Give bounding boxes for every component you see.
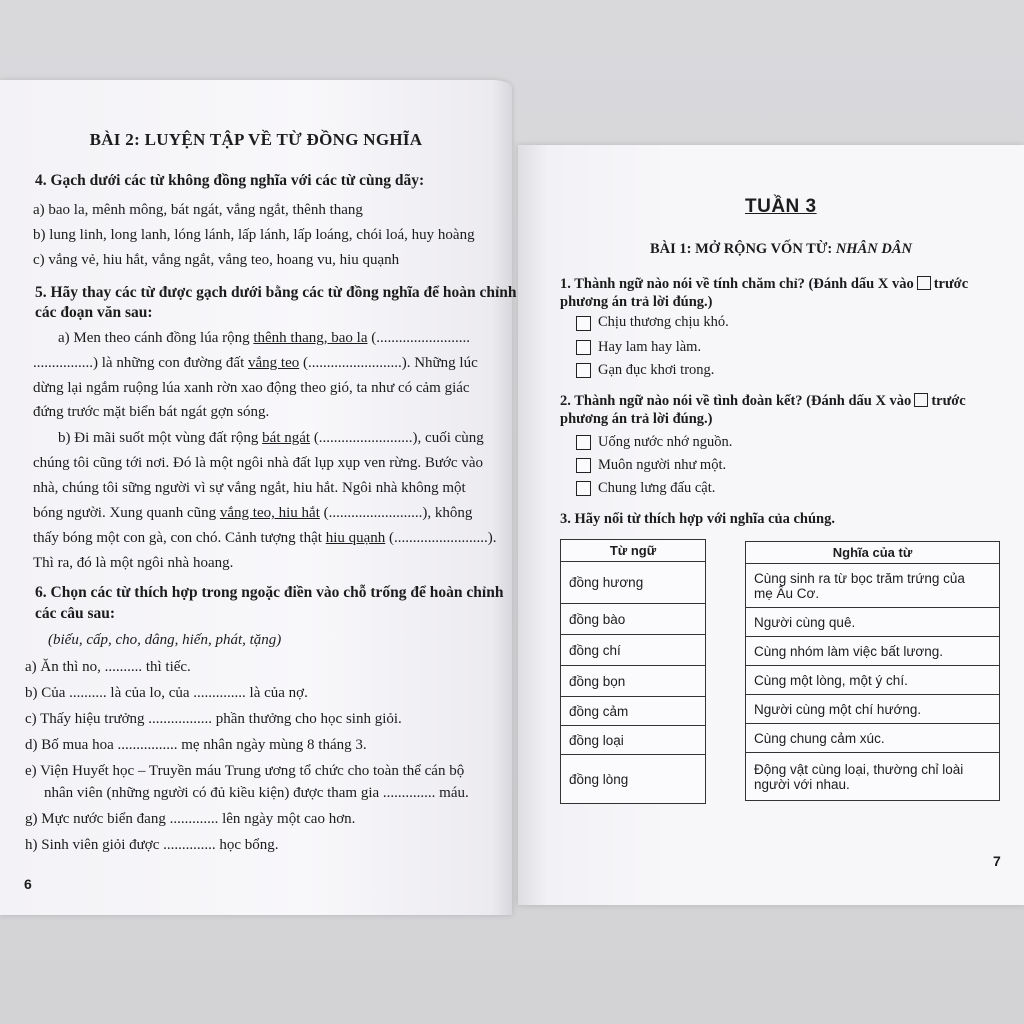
meaning-item-1[interactable]: Cùng sinh ra từ bọc trăm trứng của mẹ Âu Cơ. bbox=[746, 564, 1000, 608]
lesson-title-left: BÀI 2: LUYỆN TẬP VỀ TỪ ĐỒNG NGHĨA bbox=[89, 130, 423, 149]
question-2-heading-1: 2. Thành ngữ nào nói về tình đoàn kết? (Đánh dấu X vào trước bbox=[560, 393, 966, 409]
meaning-item-7[interactable]: Động vật cùng loại, thường chỉ loài người với nhau. bbox=[746, 753, 1000, 801]
question-4-heading: 4. Gạch dưới các từ không đồng nghĩa với các từ cùng dãy: bbox=[35, 172, 425, 189]
q1-option-3-label: Gạn đục khơi trong. bbox=[598, 362, 715, 378]
question-6-heading-2: các câu sau: bbox=[35, 605, 116, 622]
q4-line-a: a) bao la, mênh mông, bát ngát, vắng ngắt, thênh thang bbox=[33, 202, 363, 218]
q1-option-2-label: Hay lam hay làm. bbox=[598, 339, 702, 355]
word-item-1[interactable]: đồng hương bbox=[561, 562, 706, 604]
q5-a-line-3: dừng lại ngắm ruộng lúa xanh rờn xao động theo gió, ta như có cảm giác bbox=[33, 380, 470, 396]
q6-b: b) Của .......... là của lo, của .............. là của nợ. bbox=[25, 685, 308, 701]
q2-option-2-checkbox[interactable] bbox=[576, 458, 591, 473]
word-item-3[interactable]: đồng chí bbox=[561, 635, 706, 666]
q6-g: g) Mực nước biển đang ............. lên ngày một cao hơn. bbox=[25, 811, 356, 827]
page-number-right: 7 bbox=[993, 853, 1001, 869]
question-1-heading-1: 1. Thành ngữ nào nói về tính chăm chỉ? (Đánh dấu X vào trước bbox=[560, 276, 969, 292]
q5-a-line-1: a) Men theo cánh đồng lúa rộng thênh thang, bao la (......................... bbox=[58, 330, 470, 346]
q5-b-line-6: Thì ra, đó là một ngôi nhà hoang. bbox=[33, 555, 234, 571]
q5-b-line-1: b) Đi mãi suốt một vùng đất rộng bát ngát (.........................), cuối cùng bbox=[58, 430, 484, 446]
question-2-heading-2: phương án trả lời đúng.) bbox=[560, 411, 713, 427]
q5-a-line-4: đứng trước mặt biển bát ngát gợn sóng. bbox=[33, 404, 270, 420]
page-number-left: 6 bbox=[24, 876, 32, 892]
word-table bbox=[560, 539, 706, 804]
q5-a-line-2: ................) là những con đường đất vắng teo (.........................). Những lúc bbox=[33, 355, 478, 371]
question-6-heading-1: 6. Chọn các từ thích hợp trong ngoặc điền vào chỗ trống để hoàn chỉnh bbox=[35, 584, 504, 601]
meaning-item-6[interactable]: Cùng chung cảm xúc. bbox=[746, 724, 1000, 753]
q1-option-1-checkbox[interactable] bbox=[576, 316, 591, 331]
q1-option-1-label: Chịu thương chịu khó. bbox=[598, 314, 729, 330]
q2-option-2-label: Muôn người như một. bbox=[598, 457, 727, 473]
week-heading: TUẦN 3 bbox=[745, 196, 817, 217]
word-item-6[interactable]: đồng loại bbox=[561, 726, 706, 755]
checkbox-sample-icon bbox=[914, 393, 928, 407]
q6-a: a) Ăn thì no, .......... thì tiếc. bbox=[25, 659, 191, 675]
q5-b-line-5: thấy bóng một con gà, con chó. Cảnh tượng thật hiu quạnh (.........................). bbox=[33, 530, 497, 546]
q6-h: h) Sinh viên giỏi được .............. học bổng. bbox=[25, 837, 279, 853]
question-1-heading-2: phương án trả lời đúng.) bbox=[560, 294, 713, 310]
question-3-heading: 3. Hãy nối từ thích hợp với nghĩa của chúng. bbox=[560, 511, 835, 527]
question-5-heading-1: 5. Hãy thay các từ được gạch dưới bằng các từ đồng nghĩa để hoàn chỉnh bbox=[35, 284, 517, 301]
q6-c: c) Thấy hiệu trưởng ................. phần thưởng cho học sinh giỏi. bbox=[25, 711, 402, 727]
q5-b-line-3: nhà, chúng tôi sững người vì sự vắng ngắt, hiu hắt. Ngôi nhà không một bbox=[33, 480, 466, 496]
q6-e-line-1: e) Viện Huyết học – Truyền máu Trung ương tổ chức cho toàn thể cán bộ bbox=[25, 763, 465, 779]
q5-b-line-4: bóng người. Xung quanh cũng vắng teo, hiu hắt (.........................), không bbox=[33, 505, 473, 521]
q2-option-3-label: Chung lưng đấu cật. bbox=[598, 480, 716, 496]
q2-option-3-checkbox[interactable] bbox=[576, 481, 591, 496]
checkbox-sample-icon bbox=[917, 276, 931, 290]
meaning-item-4[interactable]: Cùng một lòng, một ý chí. bbox=[746, 666, 1000, 695]
word-item-5[interactable]: đồng cảm bbox=[561, 697, 706, 726]
word-item-4[interactable]: đồng bọn bbox=[561, 666, 706, 697]
q1-option-2-checkbox[interactable] bbox=[576, 340, 591, 355]
q4-line-c: c) vắng vẻ, hiu hắt, vắng ngắt, vắng teo, hoang vu, hiu quạnh bbox=[33, 252, 400, 268]
q6-d: d) Bố mua hoa ................ mẹ nhân ngày mùng 8 tháng 3. bbox=[25, 737, 367, 753]
lesson-title-right: BÀI 1: MỞ RỘNG VỐN TỪ: NHÂN DÂN bbox=[650, 241, 912, 257]
meaning-table-header: Nghĩa của từ bbox=[746, 542, 1000, 564]
q6-word-bank: (biếu, cấp, cho, dâng, hiến, phát, tặng) bbox=[48, 632, 282, 648]
q4-line-b: b) lung linh, long lanh, lóng lánh, lấp lánh, lấp loáng, chói loá, huy hoàng bbox=[33, 227, 475, 243]
question-5-heading-2: các đoạn văn sau: bbox=[35, 304, 153, 321]
q1-option-3-checkbox[interactable] bbox=[576, 363, 591, 378]
word-table-header: Từ ngữ bbox=[561, 540, 706, 562]
q6-e-line-2: nhân viên (những người có đủ kiều kiện) được tham gia .............. máu. bbox=[44, 785, 469, 801]
word-item-2[interactable]: đồng bào bbox=[561, 604, 706, 635]
word-item-7[interactable]: đồng lòng bbox=[561, 755, 706, 804]
meaning-item-3[interactable]: Cùng nhóm làm việc bất lương. bbox=[746, 637, 1000, 666]
meaning-item-2[interactable]: Người cùng quê. bbox=[746, 608, 1000, 637]
meaning-item-5[interactable]: Người cùng một chí hướng. bbox=[746, 695, 1000, 724]
q2-option-1-checkbox[interactable] bbox=[576, 435, 591, 450]
meaning-table bbox=[745, 541, 1000, 801]
q2-option-1-label: Uống nước nhớ nguồn. bbox=[598, 434, 733, 450]
q5-b-line-2: chúng tôi cũng tới nơi. Đó là một ngôi nhà đất lụp xụp ven rừng. Bước vào bbox=[33, 455, 483, 471]
